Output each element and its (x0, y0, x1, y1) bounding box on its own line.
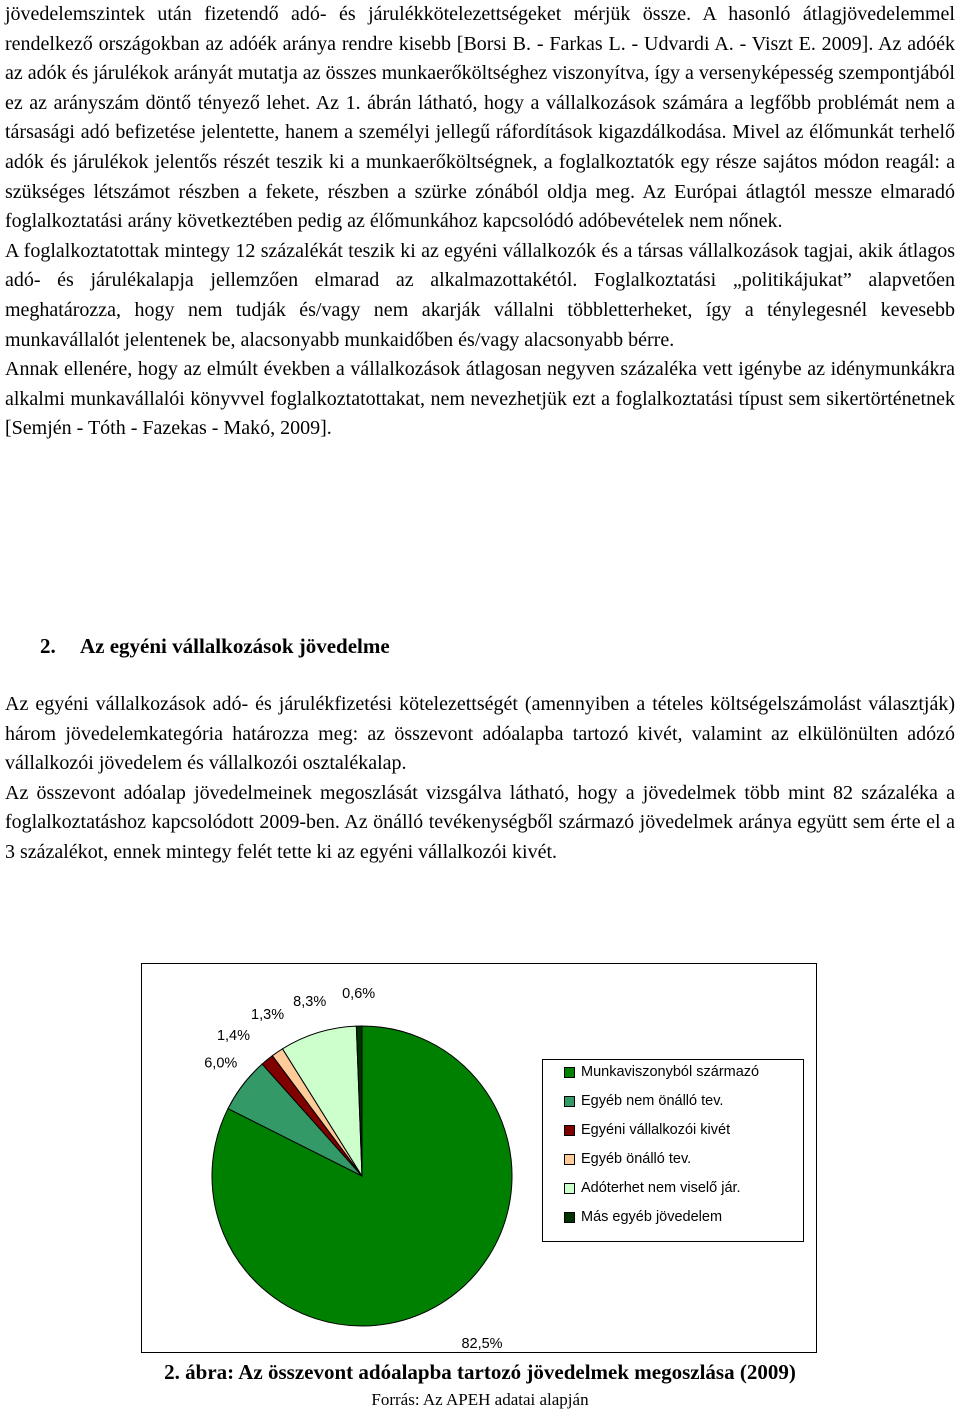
legend-label: Munkaviszonyból származó (581, 1064, 760, 1080)
paragraph: Az egyéni vállalkozások adó- és járulékfizetési kötelezettségét (amennyiben a tételes költségelszámolást választják) három jövedelemkategória határozza meg: az összevont adóalapba tartozó kivét, valamint az elkülönülten adózó vállalkozói jövedelem és vállalkozói osztalékalap. (5, 693, 955, 775)
figure-caption: 2. ábra: Az összevont adóalapba tartozó jövedelmek megoszlása (2009) (164, 1360, 796, 1384)
legend-swatch (564, 1212, 575, 1223)
body-text-top (5, 0, 955, 444)
legend-swatch (564, 1183, 575, 1194)
slice-data-label: 0,6% (342, 986, 376, 1003)
section-title: Az egyéni vállalkozások jövedelme (80, 634, 390, 658)
legend-swatch (564, 1067, 575, 1078)
legend-label: Más egyéb jövedelem (581, 1209, 723, 1225)
legend-item (564, 1149, 691, 1169)
section-number: 2. (40, 634, 56, 658)
body-text-section (5, 690, 955, 868)
section-heading (40, 634, 390, 659)
figure-source: Forrás: Az APEH adatai alapján (371, 1390, 589, 1409)
paragraph: Annak ellenére, hogy az elmúlt években a vállalkozások átlagosan negyven százaléka vett igénybe az idénymunkákra alkalmi munkavállalói könyvvel foglalkoztatottakat, nem nevezhetjük ezt a foglalkoztatási típust sem sikertörténetnek [Semjén - Tóth - Fazekas - Makó, 2009]. (5, 358, 955, 440)
paragraph: A foglalkoztatottak mintegy 12 százalékát teszik ki az egyéni vállalkozók és a társas vállalkozások tagjai, akik átlagos adó- és járulékalapja jellemzően elmarad az alkalmazottakétól. Foglalkoztatási „politikájukat” alapvetően meghatározza, hogy nem tudják és/vagy nem akarják vállalni többletterheket, így a ténylegesnél kevesebb munkavállalót jelentenek be, alacsonyabb munkaidőben és/vagy alacsonyabb bérre. (5, 239, 955, 351)
legend-label: Egyéb nem önálló tev. (581, 1093, 724, 1109)
legend-item (564, 1178, 741, 1198)
legend-item (564, 1120, 730, 1140)
slice-data-label: 82,5% (461, 1336, 503, 1352)
paragraph: jövedelemszintek után fizetendő adó- és járulékkötelezettségeket mérjük össze. A hasonló átlagjövedelemmel rendelkező országokban az adóék aránya rendre kisebb [Borsi B. - Farkas L. - Udvardi A. - Viszt E. 2009]. Az adóék az adók és járulékok arányát mutatja az összes munkaerőköltséghez viszonyítva, így a versenyképesség szempontjából ez az arányszám döntő tényező lehet. Az 1. ábrán látható, hogy a vállalkozások számára a legfőbb problémát nem a társasági adó befizetése jelentette, hanem a személyi jellegű ráfordítások kigazdálkodása. Mivel az élőmunkát terhelő adók és járulékok jelentős részét teszik ki a munkaerőköltségnek, a foglalkoztatók egy része sajátos módon reagál: a szükséges létszámot részben a fekete, részben a szürke zónából oldja meg. Az Európai átlagtól messze elmaradó foglalkoztatási arány következtében pedig az élőmunkához kapcsolódó adóbevételek nem nőnek. (5, 3, 955, 233)
legend-label: Egyéni vállalkozói kivét (581, 1122, 731, 1138)
slice-data-label: 1,3% (251, 1007, 285, 1024)
legend-item (564, 1207, 722, 1227)
paragraph: Az összevont adóalap jövedelmeinek megoszlását vizsgálva látható, hogy a jövedelmek több mint 82 százaléka a foglalkoztatáshoz kapcsolódott 2009-ben. Az önálló tevékenységből származó jövedelmek aránya együtt sem érte el a 3 százalékot, ennek mintegy felét tette ki az egyéni vállalkozói kivét. (5, 781, 955, 863)
legend-label: Adóterhet nem viselő jár. (581, 1180, 741, 1196)
pie-chart-figure (141, 963, 817, 1353)
legend-swatch (564, 1154, 575, 1165)
slice-data-label: 8,3% (293, 993, 327, 1010)
legend-item (564, 1062, 759, 1082)
legend-swatch (564, 1125, 575, 1136)
legend-item (564, 1091, 723, 1111)
legend-swatch (564, 1096, 575, 1107)
chart-legend (542, 1059, 804, 1242)
legend-label: Egyéb önálló tev. (581, 1151, 692, 1167)
slice-data-label: 6,0% (204, 1055, 238, 1072)
slice-data-label: 1,4% (216, 1028, 251, 1045)
